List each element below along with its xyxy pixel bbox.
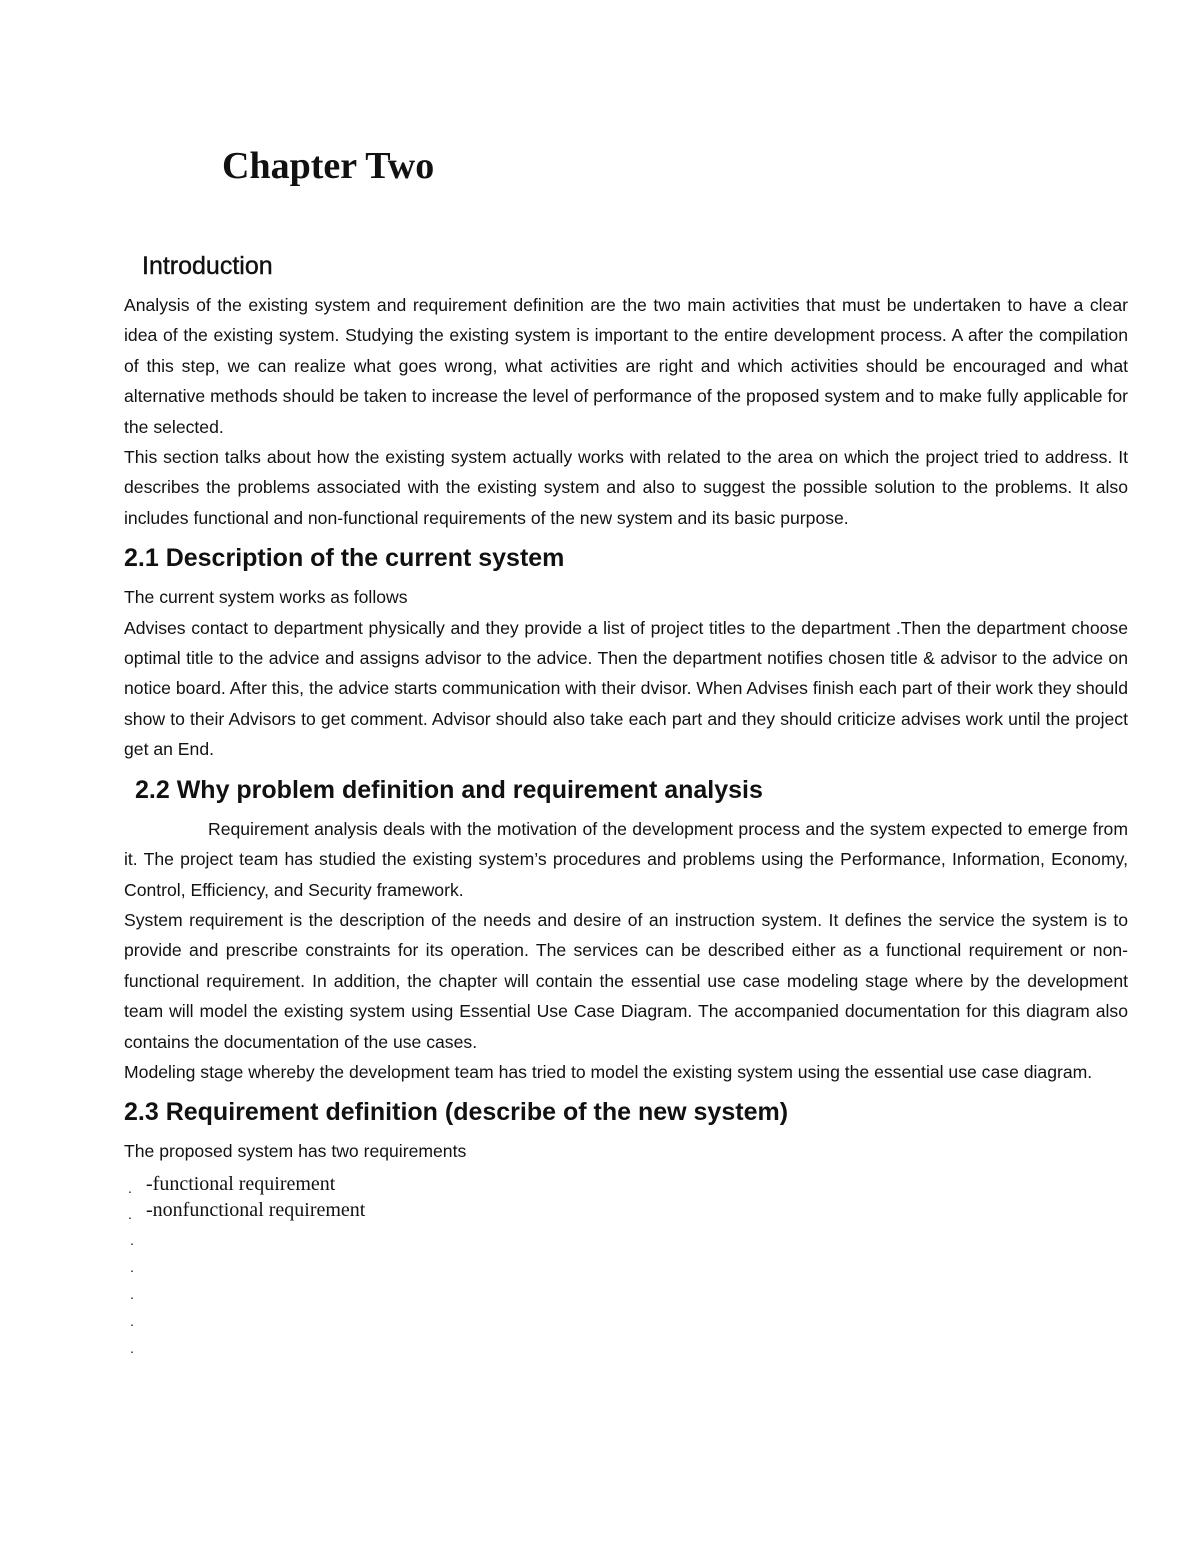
list-item: . -nonfunctional requirement <box>124 1197 1128 1223</box>
chapter-title: Chapter Two <box>222 145 435 187</box>
empty-bullet: . <box>130 1258 134 1275</box>
section-2-1-paragraph-2: Advises contact to department physically and they provide a list of project titles to the department .Then the department choose optimal title to the advice and assigns advisor to the advice. Then the department notifies chosen title & advisor to the advice on notice board. After this, the advice starts communication with their dvisor. When Advises finish each part of their work they should show to their Advisors to get comment. Advisor should also take each part and they should criticize advises work until the project get an End. <box>124 617 1128 760</box>
section-2-3-intro: The proposed system has two requirements <box>124 1141 467 1162</box>
list-item: . -functional requirement <box>124 1171 1128 1197</box>
empty-bullet: . <box>130 1285 134 1302</box>
intro-paragraph-2: This section talks about how the existing system actually works with related to the area on which the project tried to address. It describes the problems associated with the existing system and also to suggest the possible solution to the problems. It also includes functional and non-functional requirements of the new system and its basic purpose. <box>124 447 1128 528</box>
section-2-2-paragraph-3: Modeling stage whereby the development team has tried to model the existing system using the essential use case diagram. <box>124 1061 1093 1082</box>
introduction-heading: Introduction <box>142 252 273 280</box>
empty-bullet: . <box>130 1312 134 1329</box>
section-2-3-heading: 2.3 Requirement definition (describe of the new system) <box>124 1098 789 1127</box>
requirements-list <box>124 1171 1128 1223</box>
section-2-2-paragraph-2: System requirement is the description of the needs and desire of an instruction system. It defines the service the system is to provide and prescribe constraints for its operation. The services can be described either as a functional requirement or non-functional requirement. In addition, the chapter will contain the essential use case modeling stage where by the development team will model the existing system using Essential Use Case Diagram. The accompanied documentation for this diagram also contains the documentation of the use cases. <box>124 909 1128 1052</box>
document-body <box>124 248 1128 1362</box>
empty-bullet: . <box>130 1231 134 1248</box>
section-2-1-heading: 2.1 Description of the current system <box>124 544 565 573</box>
section-2-2-paragraph-1: Requirement analysis deals with the motivation of the development process and the system expected to emerge from it. The project team has studied the existing system’s procedures and problems using the Performance, Information, Economy, Control, Efficiency, and Security framework. <box>124 818 1128 900</box>
empty-bullet: . <box>130 1339 134 1356</box>
intro-paragraph-1: Analysis of the existing system and requirement definition are the two main activities that must be undertaken to have a clear idea of the existing system. Studying the existing system is important to the entire development process. A after the compilation of this step, we can realize what goes wrong, what activities are right and which activities should be encouraged and what alternative methods should be taken to increase the level of performance of the proposed system and to make fully applicable for the selected. <box>124 295 1128 437</box>
section-2-1-paragraph-1: The current system works as follows <box>124 587 408 608</box>
empty-bullet-list <box>124 1227 1128 1362</box>
section-2-2-heading: 2.2 Why problem definition and requirement analysis <box>135 775 763 804</box>
